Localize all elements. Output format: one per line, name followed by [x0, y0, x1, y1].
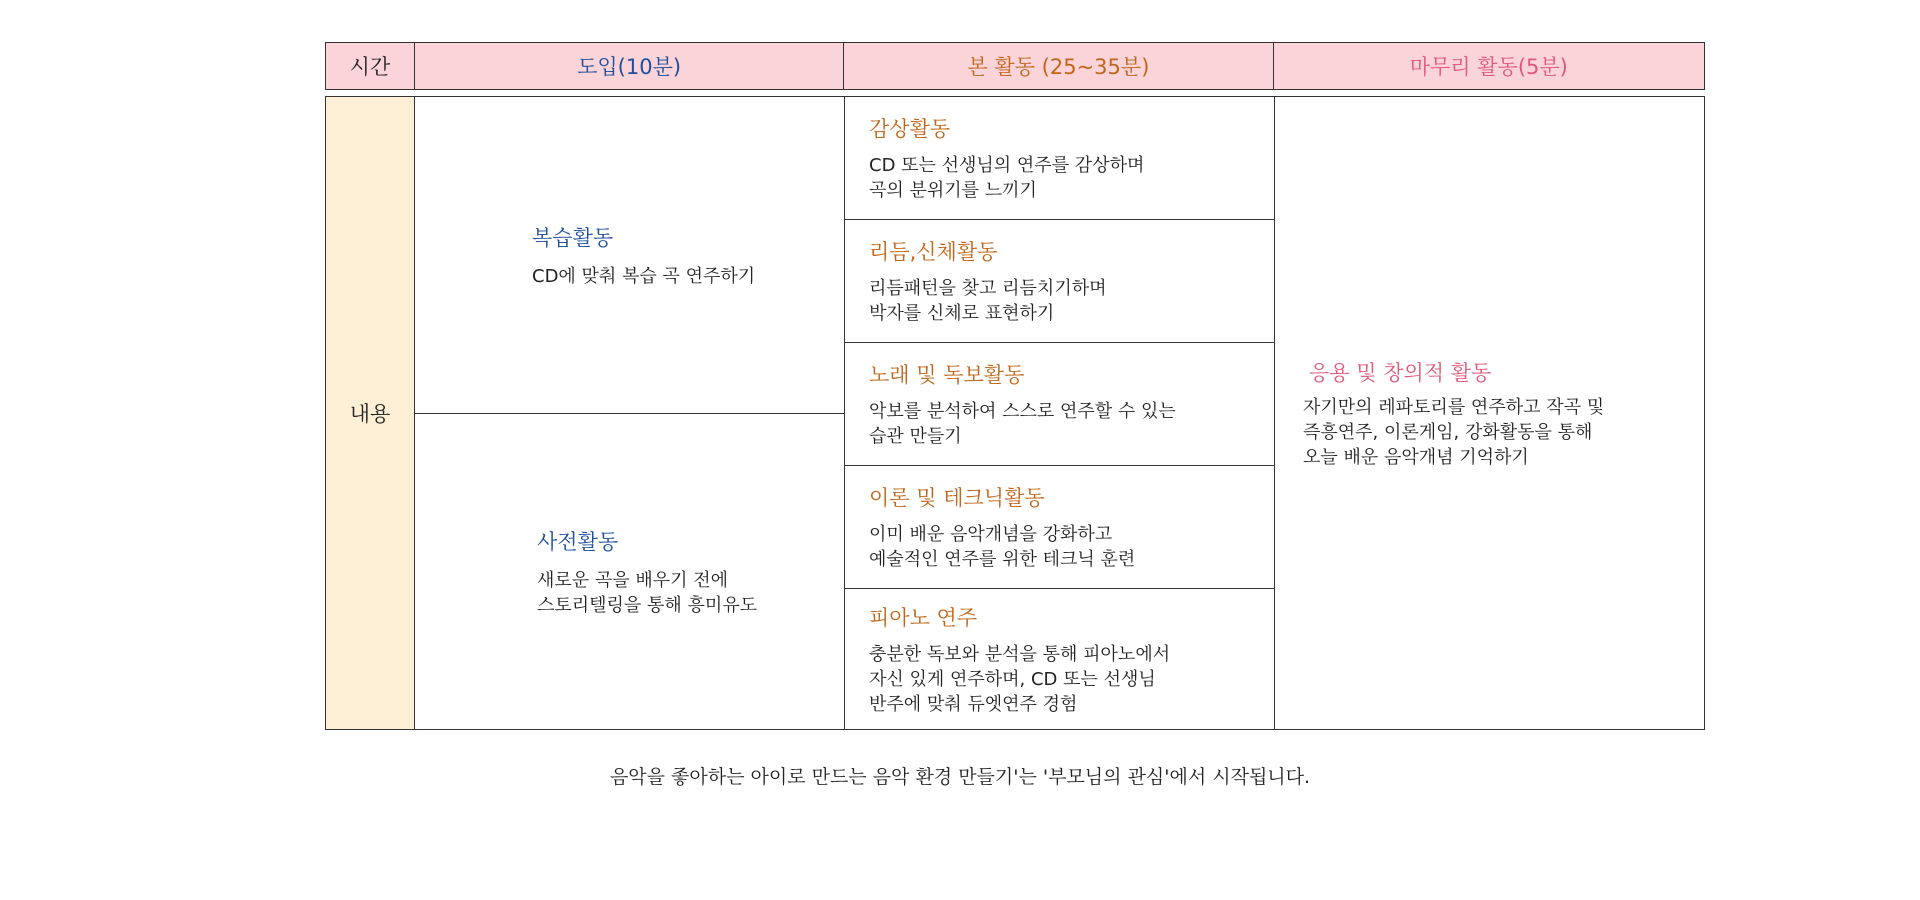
intro-review-title: 복습활동 — [532, 225, 614, 250]
main-piano-desc: 충분한 독보와 분석을 통해 피아노에서 자신 있게 연주하며, CD 또는 선생님 반주에 맞춰 듀엣연주 경험 — [869, 643, 1171, 715]
main-singing-title: 노래 및 독보활동 — [869, 363, 1025, 387]
main-rhythm-cell — [845, 220, 1274, 343]
header-main-activity: 본 활동 (25~35분) — [844, 43, 1273, 89]
header-intro: 도입(10분) — [415, 43, 844, 89]
main-theory-title: 이론 및 테크닉활동 — [869, 486, 1045, 510]
content-table — [325, 96, 1705, 730]
main-listening-title: 감상활동 — [869, 117, 951, 141]
intro-review-cell — [415, 97, 844, 414]
intro-column — [415, 97, 845, 729]
finish-activity-cell — [1275, 97, 1704, 729]
main-rhythm-desc: 리듬패턴을 찾고 리듬치기하며 박자를 신체로 표현하기 — [869, 278, 1107, 324]
row-label-content: 내용 — [326, 97, 415, 729]
finish-desc: 자기만의 레파토리를 연주하고 작곡 및 즉흥연주, 이론게임, 강화활동을 통해 오늘 배운 음악개념 기억하기 — [1303, 396, 1605, 468]
main-piano-title: 피아노 연주 — [869, 605, 978, 630]
intro-preview-cell — [415, 414, 844, 729]
intro-preview-title: 사전활동 — [537, 529, 619, 554]
intro-review-desc: CD에 맞춰 복습 곡 연주하기 — [532, 265, 756, 287]
intro-preview-desc: 새로운 곡을 배우기 전에 스토리텔링을 통해 흥미유도 — [537, 569, 758, 616]
main-piano-cell — [845, 589, 1274, 729]
header-time: 시간 — [326, 43, 415, 89]
header-finish-activity: 마무리 활동(5분) — [1409, 55, 1568, 79]
finish-title: 응용 및 창의적 활동 — [1309, 360, 1492, 385]
main-singing-desc: 악보를 분석하여 스스로 연주할 수 있는 습관 만들기 — [869, 401, 1176, 447]
main-listening-cell — [845, 97, 1274, 220]
main-theory-cell — [845, 466, 1274, 589]
main-activity-column — [845, 97, 1275, 729]
footer-caption: 음악을 좋아하는 아이로 만드는 음악 환경 만들기'는 '부모님의 관심'에서 시작됩니다. — [609, 766, 1311, 788]
main-theory-desc: 이미 배운 음악개념을 강화하고 예술적인 연주를 위한 테크닉 훈련 — [869, 524, 1136, 570]
table-header-row — [325, 42, 1705, 90]
main-rhythm-title: 리듬,신체활동 — [869, 240, 998, 264]
main-singing-cell — [845, 343, 1274, 466]
main-listening-desc: CD 또는 선생님의 연주를 감상하며 곡의 분위기를 느끼기 — [869, 155, 1145, 201]
